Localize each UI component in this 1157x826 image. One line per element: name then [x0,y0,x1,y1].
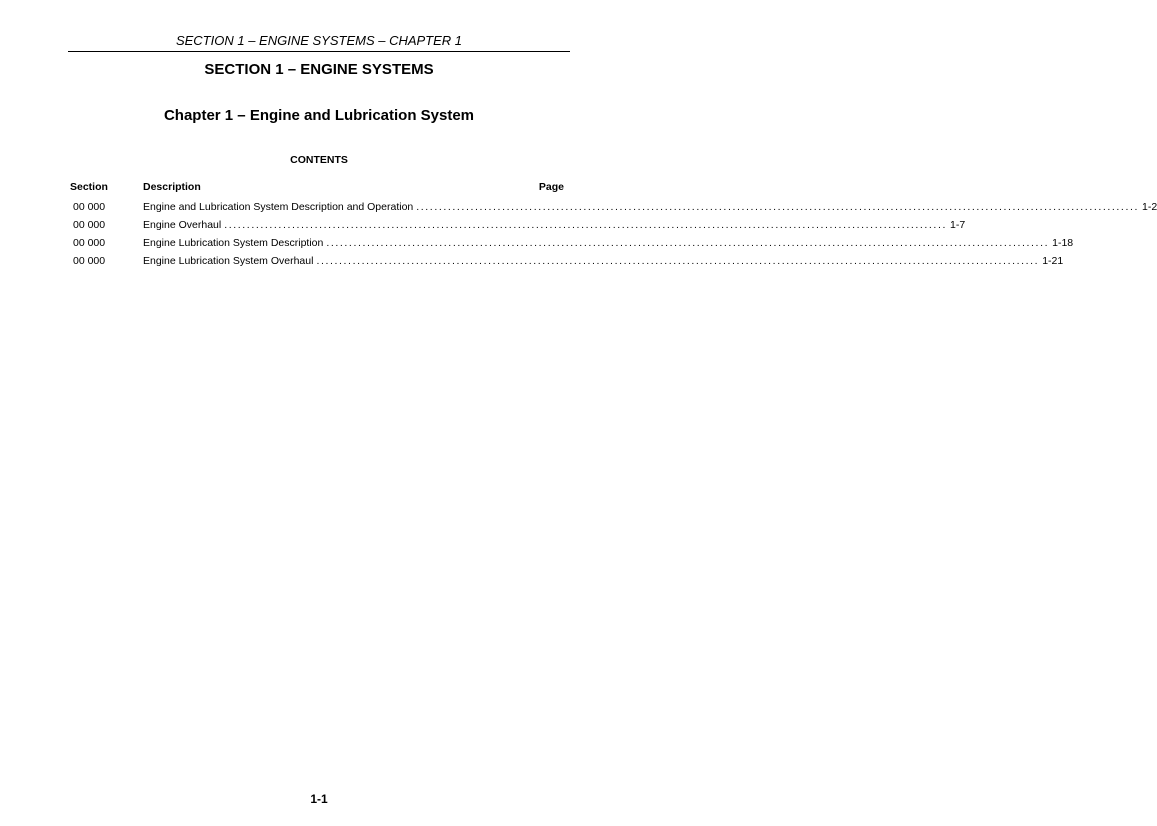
dot-leader: ................................................................................................................................................................ [224,219,947,231]
toc-row-description: Engine and Lubrication System Description and Operation [143,201,414,213]
toc-row-description: Engine Lubrication System Description [143,237,324,249]
toc-row-page: 1-2 [1142,201,1157,213]
toc-row[interactable] [70,255,1064,273]
page-number: 1-1 [310,792,328,806]
toc-row-section: 00 000 [73,237,106,249]
dot-leader: ................................................................................................................................................................ [316,255,1040,267]
column-header-section: Section [70,181,108,193]
toc-row-section: 00 000 [73,201,106,213]
toc-header-row [70,181,564,201]
toc-row-page: 1-18 [1052,237,1074,249]
toc-row-description: Engine Lubrication System Overhaul [143,255,314,267]
header-rule [68,51,570,52]
toc-row[interactable] [70,219,966,237]
toc-row-section: 00 000 [73,255,106,267]
chapter-title: Chapter 1 – Engine and Lubrication System [163,107,475,124]
toc-row[interactable] [70,237,1074,255]
column-header-page: Page [538,181,564,193]
toc-row-page: 1-21 [1042,255,1064,267]
toc-row-section: 00 000 [73,219,106,231]
running-header: SECTION 1 – ENGINE SYSTEMS – CHAPTER 1 [175,33,463,48]
toc-row-page: 1-7 [949,219,966,231]
toc-row-description: Engine Overhaul [143,219,222,231]
table-of-contents [70,181,1157,273]
contents-heading: CONTENTS [290,154,348,166]
section-title: SECTION 1 – ENGINE SYSTEMS [204,61,434,78]
toc-row[interactable] [70,201,1157,219]
column-header-description: Description [143,181,201,193]
dot-leader: ................................................................................................................................................................ [416,201,1140,213]
dot-leader: ................................................................................................................................................................ [326,237,1050,249]
